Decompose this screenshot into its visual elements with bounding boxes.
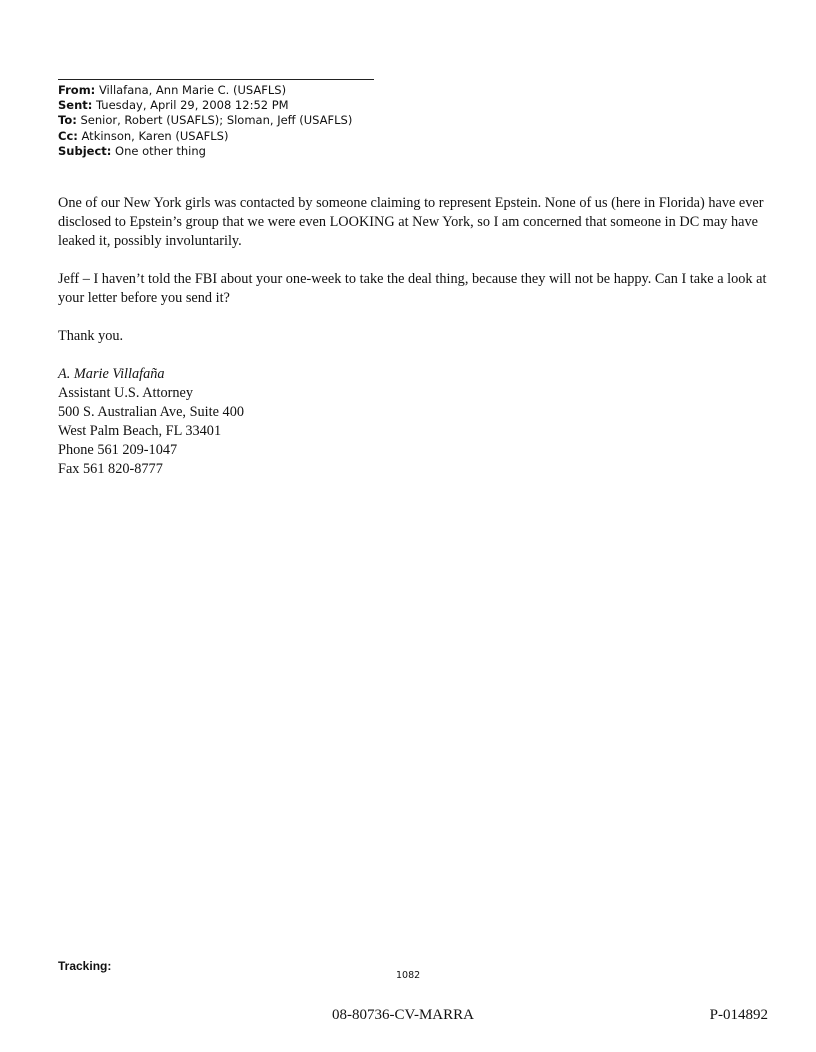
signature-address-1: 500 S. Australian Ave, Suite 400 [58, 404, 244, 420]
from-label: From: [58, 83, 96, 97]
to-value: Senior, Robert (USAFLS); Sloman, Jeff (USAFLS) [80, 113, 353, 128]
from-row [58, 83, 558, 98]
subject-label: Subject: [58, 143, 112, 158]
signature-fax: Fax 561 820-8777 [58, 461, 163, 477]
cc-label: Cc: [58, 128, 78, 143]
email-body [58, 194, 768, 479]
bates-number: P-014892 [709, 1007, 768, 1023]
sent-label: Sent: [58, 98, 93, 113]
subject-value: One other thing [115, 143, 206, 158]
signature-name: A. Marie Villafaña [58, 366, 165, 382]
to-label: To: [58, 113, 77, 128]
page-number: 1082 [396, 970, 421, 981]
body-paragraph-3: Thank you. [58, 328, 124, 344]
sent-value: Tuesday, April 29, 2008 12:52 PM [96, 98, 289, 113]
case-number: 08-80736-CV-MARRA [332, 1007, 474, 1023]
to-row [58, 113, 558, 128]
subject-row [58, 144, 558, 159]
sent-row [58, 98, 558, 113]
tracking-label: Tracking: [58, 959, 112, 973]
body-paragraph-1: One of our New York girls was contacted by someone claiming to represent Epstein. None of us (here in Florida) have ever disclosed to Epstein’s group that we were even LOOKING at New York, so I am concerned that someone in DC may have leaked it, possibly involuntarily. [58, 195, 764, 249]
signature-phone: Phone 561 209-1047 [58, 442, 178, 458]
cc-row [58, 129, 558, 144]
signature-block [58, 365, 768, 479]
from-value: Villafana, Ann Marie C. (USAFLS) [98, 83, 287, 97]
email-header [58, 83, 558, 159]
body-paragraph-2: Jeff – I haven’t told the FBI about your one-week to take the deal thing, because they will not be happy. Can I take a look at your letter before you send it? [58, 271, 767, 306]
header-divider [58, 79, 374, 80]
cc-value: Atkinson, Karen (USAFLS) [81, 128, 229, 143]
signature-title: Assistant U.S. Attorney [58, 385, 194, 401]
signature-address-2: West Palm Beach, FL 33401 [58, 423, 222, 439]
